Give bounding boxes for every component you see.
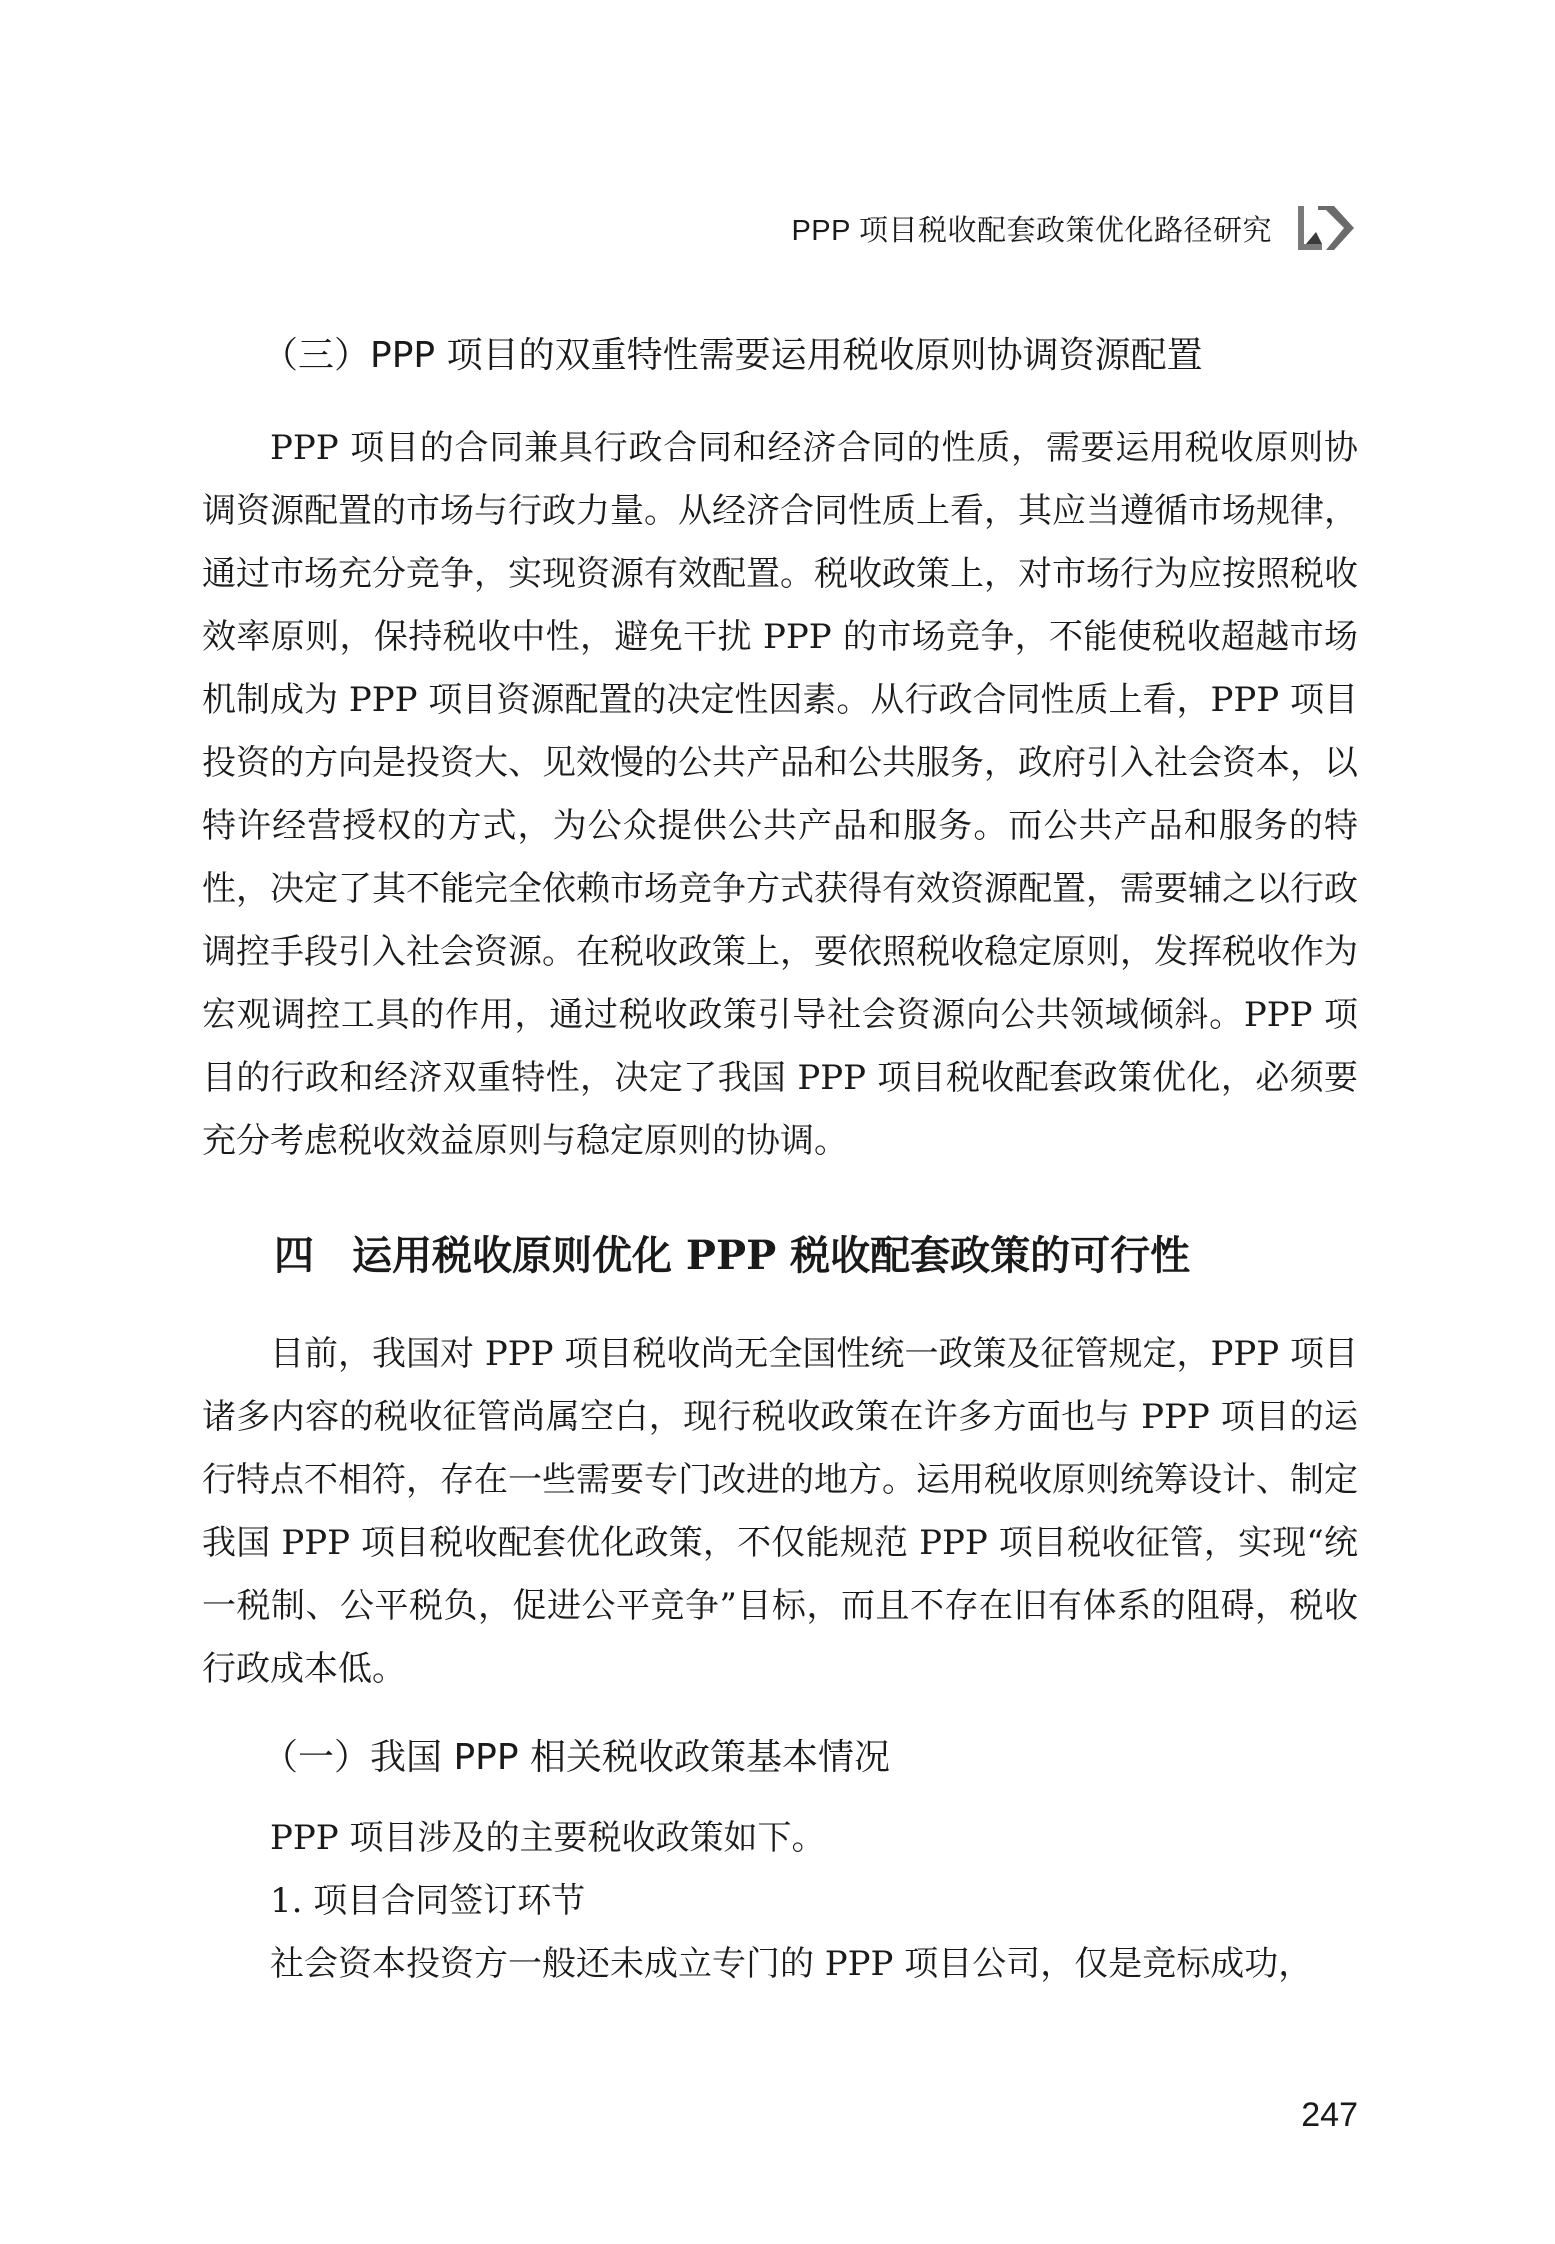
paragraph-dual-nature: PPP 项目的合同兼具行政合同和经济合同的性质，需要运用税收原则协调资源配置的市场与行政力量。从经济合同性质上看，其应当遵循市场规律，通过市场充分竞争，实现资源有效配置。税收政策上，对市场行为应按照税收效率原则，保持税收中性，避免干扰 PPP 的市场竞争，不能使税收超越市场机制成为 PPP 项目资源配置的决定性因素。从行政合同性质上看，PPP 项目投资的方向是投资大、见效慢的公共产品和公共服务，政府引入社会资本，以特许经营授权的方式，为公众提供公共产品和服务。而公共产品和服务的特性，决定了其不能完全依赖市场竞争方式获得有效资源配置，需要辅之以行政调控手段引入社会资源。在税收政策上，要依照税收稳定原则，发挥税收作为宏观调控工具的作用，通过税收政策引导社会资源向公共领域倾斜。PPP 项目的行政和经济双重特性，决定了我国 PPP 项目税收配套政策优化，必须要充分考虑税收效益原则与稳定原则的协调。: [202, 428, 1358, 1161]
running-title: PPP 项目税收配套政策优化路径研究: [791, 214, 1272, 247]
item-heading-contract-signing: 1. 项目合同签订环节: [270, 1881, 586, 1921]
running-header: [791, 200, 1358, 256]
section-number: 四: [274, 1232, 314, 1279]
section-title: 运用税收原则优化 PPP 税收配套政策的可行性: [352, 1232, 1191, 1279]
page-number: 247: [1301, 2096, 1358, 2134]
paragraph-current-status: 目前，我国对 PPP 项目税收尚无全国性统一政策及征管规定，PPP 项目诸多内容的税收征管尚属空白，现行税收政策在许多方面也与 PPP 项目的运行特点不相符，存在一些需要专门改进的地方。运用税收原则统筹设计、制定我国 PPP 项目税收配套优化政策，不仅能规范 PPP 项目税收征管，实现“统一税制、公平税负，促进公平竞争”目标，而且不存在旧有体系的阻碍，税收行政成本低。: [202, 1334, 1358, 1689]
paragraph-main-policies: PPP 项目涉及的主要税收政策如下。: [270, 1818, 826, 1858]
section-heading-four: [202, 1225, 1358, 1287]
subheading-three: （三）PPP 项目的双重特性需要运用税收原则协调资源配置: [262, 335, 1203, 376]
arrow-bracket-icon: [1294, 200, 1358, 256]
paragraph-social-capital: 社会资本投资方一般还未成立专门的 PPP 项目公司，仅是竞标成功，: [270, 1944, 1313, 1984]
page-content: [202, 325, 1358, 1996]
subheading-one: （一）我国 PPP 相关税收政策基本情况: [262, 1737, 891, 1778]
